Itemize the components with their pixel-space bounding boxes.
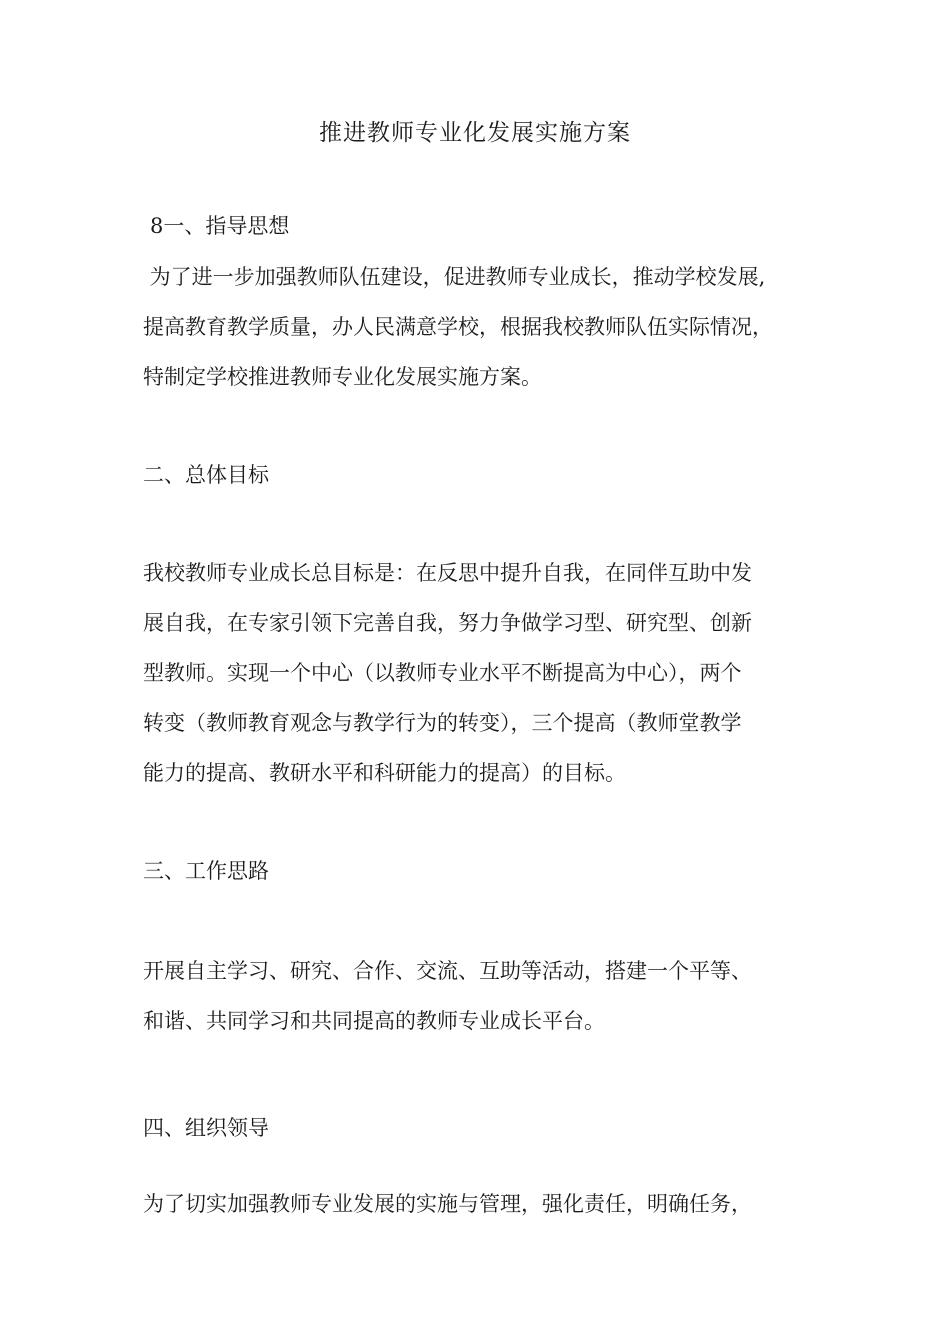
paragraph-line: 我校教师专业成长总目标是：在反思中提升自我，在同伴互助中发 (143, 561, 752, 585)
section-heading-overall-goal (143, 450, 813, 500)
section-heading: 四、组织领导 (143, 1116, 269, 1140)
document-title: 推进教师专业化发展实施方案 (319, 120, 631, 146)
section-body-guiding-ideology (143, 252, 813, 402)
paragraph-line: 为了进一步加强教师队伍建设，促进教师专业成长，推动学校发展, (143, 265, 766, 289)
paragraph-line: 提高教育教学质量，办人民满意学校，根据我校教师队伍实际情况， (143, 315, 773, 339)
paragraph-line: 型教师。实现一个中心（以教师专业水平不断提高为中心），两个 (143, 661, 742, 685)
paragraph-line: 展自我，在专家引领下完善自我，努力争做学习型、研究型、创新 (143, 611, 752, 635)
paragraph-line: 开展自主学习、研究、合作、交流、互助等活动，搭建一个平等、 (143, 959, 752, 983)
section-heading-guiding-ideology (150, 201, 820, 251)
section-body-organization (143, 1179, 813, 1229)
paragraph-line: 转变（教师教育观念与教学行为的转变），三个提高（教师堂教学 (143, 711, 742, 735)
section-heading: 8一、指导思想 (150, 214, 290, 238)
section-body-work-approach (143, 946, 813, 1046)
section-heading-work-approach (143, 846, 813, 896)
section-heading: 三、工作思路 (143, 859, 269, 883)
paragraph-line: 为了切实加强教师专业发展的实施与管理，强化责任，明确任务， (143, 1192, 752, 1216)
paragraph-line: 能力的提高、教研水平和科研能力的提高）的目标。 (143, 761, 626, 785)
section-heading: 二、总体目标 (143, 463, 269, 487)
paragraph-line: 特制定学校推进教师专业化发展实施方案。 (143, 365, 542, 389)
section-heading-organization (143, 1103, 813, 1153)
paragraph-line: 和谐、共同学习和共同提高的教师专业成长平台。 (143, 1009, 605, 1033)
section-body-overall-goal (143, 548, 813, 798)
